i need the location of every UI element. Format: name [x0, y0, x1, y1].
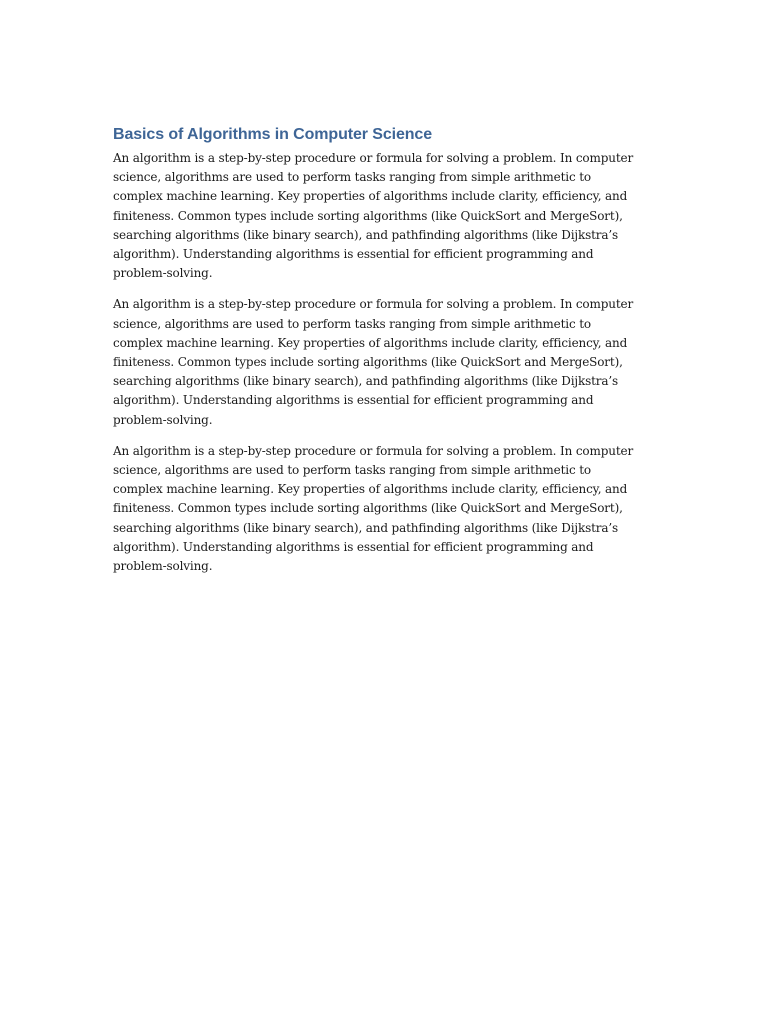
document-title: Basics of Algorithms in Computer Science	[113, 126, 433, 143]
paragraph-2: An algorithm is a step-by-step procedure or formula for solving a problem. In computer science, algorithms are used to perform tasks ranging from simple arithmetic to complex machine learning. Key properties of algorithms include clarity, efficiency, and finiteness. Common types include sorting algorithms (like QuickSort and MergeSort), searching algorithms (like binary search), and pathfinding algorithms (like Dijkstra’s algorithm). Understanding algorithms is essential for efficient programming and problem-solving.	[113, 297, 634, 427]
paragraph-1: An algorithm is a step-by-step procedure or formula for solving a problem. In computer science, algorithms are used to perform tasks ranging from simple arithmetic to complex machine learning. Key properties of algorithms include clarity, efficiency, and finiteness. Common types include sorting algorithms (like QuickSort and MergeSort), searching algorithms (like binary search), and pathfinding algorithms (like Dijkstra’s algorithm). Understanding algorithms is essential for efficient programming and problem-solving.	[113, 151, 634, 281]
document-body	[113, 124, 643, 588]
paragraph-3: An algorithm is a step-by-step procedure or formula for solving a problem. In computer science, algorithms are used to perform tasks ranging from simple arithmetic to complex machine learning. Key properties of algorithms include clarity, efficiency, and finiteness. Common types include sorting algorithms (like QuickSort and MergeSort), searching algorithms (like binary search), and pathfinding algorithms (like Dijkstra’s algorithm). Understanding algorithms is essential for efficient programming and problem-solving.	[113, 443, 634, 574]
